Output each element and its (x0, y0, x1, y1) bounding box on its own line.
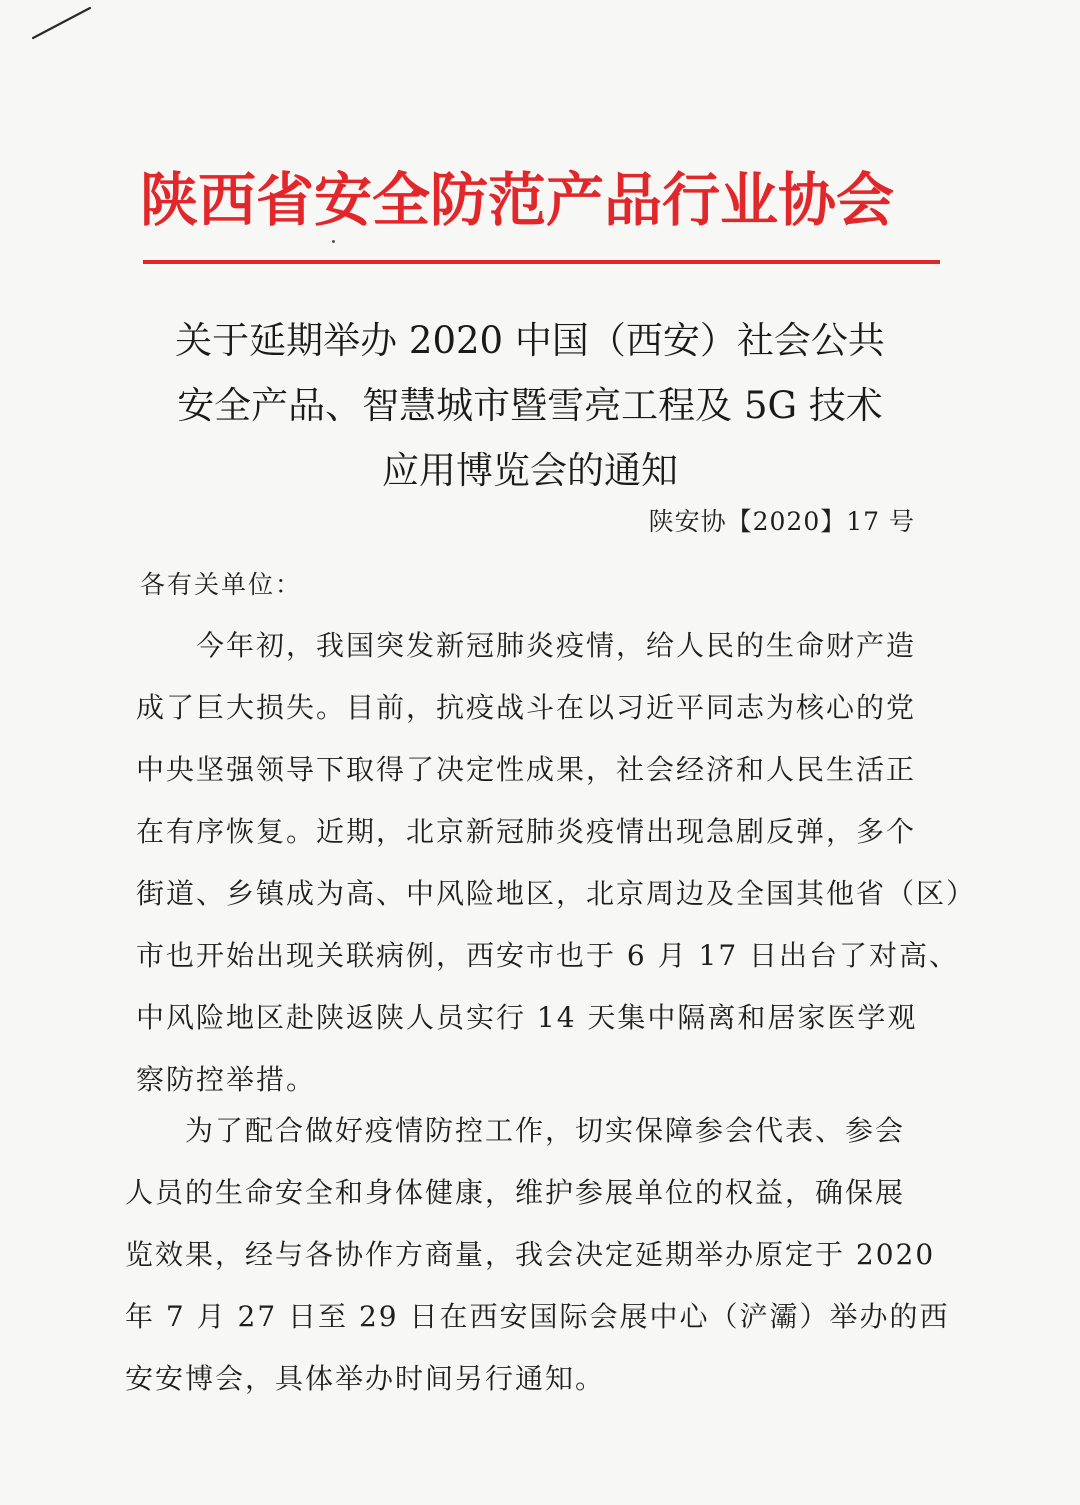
notice-title (130, 308, 930, 503)
title-line: 应用博览会的通知 (382, 449, 678, 492)
paragraph-line: 为了配合做好疫情防控工作，切实保障参会代表、参会 (185, 1114, 906, 1147)
organization-letterhead: 陕西省安全防范产品行业协会 (140, 166, 895, 234)
paragraph-line: 览效果，经与各协作方商量，我会决定延期举办原定于 2020 (125, 1238, 936, 1271)
document-number: 陕安协【2020】17 号 (648, 507, 915, 536)
title-line: 安全产品、智慧城市暨雪亮工程及 5G 技术 (177, 384, 883, 427)
pen-stroke-mark (0, 0, 110, 50)
paragraph-line: 中风险地区赴陕返陕人员实行 14 天集中隔离和居家医学观 (136, 1001, 918, 1034)
title-line: 关于延期举办 2020 中国（西安）社会公共 (175, 319, 885, 362)
paragraph-line: 成了巨大损失。目前，抗疫战斗在以习近平同志为核心的党 (136, 691, 917, 724)
paragraph-line: 在有序恢复。近期，北京新冠肺炎疫情出现急剧反弹，多个 (136, 815, 917, 848)
paragraph-line: 中央坚强领导下取得了决定性成果，社会经济和人民生活正 (136, 753, 917, 786)
letterhead-red-rule (143, 260, 940, 264)
speck-mark (332, 240, 335, 243)
salutation: 各有关单位： (140, 570, 303, 599)
body-paragraph-1 (136, 615, 976, 1111)
paragraph-line: 安安博会，具体举办时间另行通知。 (125, 1362, 606, 1395)
body-paragraph-2 (125, 1100, 949, 1410)
paragraph-line: 察防控举措。 (136, 1063, 317, 1096)
paragraph-line: 市也开始出现关联病例，西安市也于 6 月 17 日出台了对高、 (136, 939, 960, 972)
paragraph-line: 街道、乡镇成为高、中风险地区，北京周边及全国其他省（区） (136, 877, 977, 910)
paragraph-line: 人员的生命安全和身体健康，维护参展单位的权益，确保展 (125, 1176, 906, 1209)
paragraph-line: 年 7 月 27 日至 29 日在西安国际会展中心（浐灞）举办的西 (125, 1300, 950, 1333)
paragraph-line: 今年初，我国突发新冠肺炎疫情，给人民的生命财产造 (196, 629, 917, 662)
